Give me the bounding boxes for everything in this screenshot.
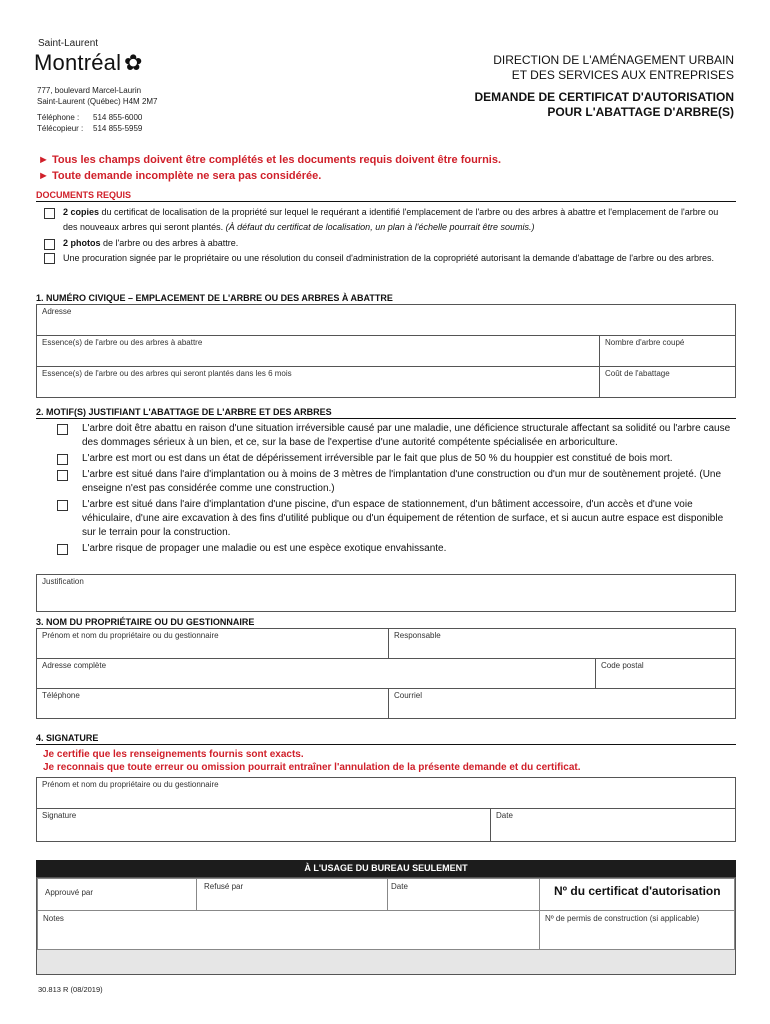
- document-item-procuration: Une procuration signée par le propriétaire ou une résolution du conseil d'administration de la copropriété autorisant la demande d'abattage de l'arbre ou des arbres.: [36, 252, 734, 264]
- refuse-field[interactable]: Refusé par: [196, 878, 388, 911]
- justification-field[interactable]: Justification: [36, 574, 736, 612]
- direction-title: DIRECTION DE L'AMÉNAGEMENT URBAIN ET DES SERVICES AUX ENTREPRISES: [493, 53, 734, 82]
- motif-item: L'arbre est situé dans l'aire d'implantation d'une piscine, d'un espace de stationnement, d'un bâtiment accessoire, d'un accès et d'une voie véhiculaire, d'une aire excavation à des fins d'utilité publique ou d'un équipement de rétention de surface, et si aucun autre espace est disponible sur le terrain pour la construction.: [36, 498, 734, 540]
- cout-abattage-field[interactable]: Coût de l'abattage: [599, 366, 736, 398]
- adresse-field[interactable]: Adresse: [36, 304, 736, 336]
- checkbox-motif-5[interactable]: [57, 544, 68, 555]
- checkbox-motif-3[interactable]: [57, 470, 68, 481]
- warning-notice: ► Tous les champs doivent être complétés et les documents requis doivent être fournis. ► Toute demande incomplète ne sera pas considérée.: [38, 154, 502, 182]
- certification-text: Je certifie que les renseignements fournis sont exacts. Je reconnais que toute erreur ou omission pourrait entraîner l'annulation de la présente demande et du certificat.: [43, 749, 581, 773]
- essence-abattre-field[interactable]: Essence(s) de l'arbre ou des arbres à abattre: [36, 335, 600, 367]
- telephone-field[interactable]: Téléphone: [36, 688, 389, 719]
- office-phone: Téléphone : 514 855-6000 Télécopieur : 514 855-5959: [37, 113, 143, 133]
- flower-logo-icon: ✿: [124, 50, 143, 75]
- logo-montreal: Montréal: [34, 50, 122, 75]
- essence-plantes-field[interactable]: Essence(s) de l'arbre ou des arbres qui seront plantés dans les 6 mois: [36, 366, 600, 398]
- motif-item: L'arbre doit être abattu en raison d'une situation irréversible causé par une maladie, une déficience structurale affectant sa solidité ou l'arbre cause des dommages sérieux à un bien, et ce, sur la base de l'expertise d'une autorité compétente spécialisée en arboriculture.: [36, 422, 734, 450]
- checkbox-copies[interactable]: [44, 208, 55, 219]
- section3-title: 3. NOM DU PROPRIÉTAIRE OU DU GESTIONNAIRE: [36, 616, 736, 629]
- notes-field[interactable]: Notes: [37, 910, 540, 950]
- motif-item: L'arbre est mort ou est dans un état de dépérissement irréversible par le fait que plus de 50 % du houppier est constitué de bois mort.: [36, 452, 734, 466]
- motifs-list: [36, 422, 734, 556]
- checkbox-motif-2[interactable]: [57, 454, 68, 465]
- approuve-field[interactable]: Approuvé par: [37, 878, 197, 911]
- checkbox-motif-1[interactable]: [57, 424, 68, 435]
- signature-field[interactable]: Signature: [36, 808, 491, 842]
- form-code: 30.813 R (08/2019): [38, 985, 103, 994]
- proprietaire-nom-field[interactable]: Prénom et nom du propriétaire ou du gestionnaire: [36, 628, 389, 659]
- office-use-title: À L'USAGE DU BUREAU SEULEMENT: [36, 860, 736, 877]
- motif-item: L'arbre risque de propager une maladie ou est une espèce exotique envahissante.: [36, 542, 734, 556]
- section4-title: 4. SIGNATURE: [36, 732, 736, 745]
- permis-field[interactable]: Nº de permis de construction (si applicable): [539, 910, 735, 950]
- courriel-field[interactable]: Courriel: [388, 688, 736, 719]
- responsable-field[interactable]: Responsable: [388, 628, 736, 659]
- form-title: DEMANDE DE CERTIFICAT D'AUTORISATION POUR L'ABATTAGE D'ARBRE(S): [474, 90, 734, 119]
- document-item-copies: 2 copies du certificat de localisation de la propriété sur lequel le requérant a identifié l'emplacement de l'arbre ou des arbres à abattre et l'emplacement de l'arbre ou des nouveaux arbres qui seront plantés. (À défaut du certificat de localisation, un plan à l'échelle pourrait être soumis.): [36, 205, 734, 235]
- documents-title: DOCUMENTS REQUIS: [36, 189, 736, 202]
- code-postal-field[interactable]: Code postal: [595, 658, 736, 689]
- section2-title: 2. MOTIF(S) JUSTIFIANT L'ABATTAGE DE L'ARBRE ET DES ARBRES: [36, 406, 736, 419]
- section1-title: 1. NUMÉRO CIVIQUE – EMPLACEMENT DE L'ARBRE OU DES ARBRES À ABATTRE: [36, 292, 736, 305]
- office-address: 777, boulevard Marcel-Laurin Saint-Laurent (Québec) H4M 2M7: [37, 86, 158, 106]
- signataire-nom-field[interactable]: Prénom et nom du propriétaire ou du gestionnaire: [36, 777, 736, 809]
- certificat-number-field[interactable]: Nº du certificat d'autorisation: [539, 878, 735, 911]
- motif-item: L'arbre est situé dans l'aire d'implantation ou à moins de 3 mètres de l'implantation d'une construction ou d'un mur de soutènement projeté. (Une enseigne n'est pas considérée comme une construction.): [36, 468, 734, 496]
- nombre-arbre-field[interactable]: Nombre d'arbre coupé: [599, 335, 736, 367]
- document-item-photos: 2 photos de l'arbre ou des arbres à abattre.: [36, 236, 734, 251]
- logo-subtitle: Saint-Laurent: [38, 38, 99, 49]
- office-use-area: [36, 877, 736, 975]
- signature-date-field[interactable]: Date: [490, 808, 736, 842]
- checkbox-photos[interactable]: [44, 239, 55, 250]
- checkbox-motif-4[interactable]: [57, 500, 68, 511]
- office-date-field[interactable]: Date: [387, 878, 540, 911]
- documents-list: [36, 205, 734, 265]
- checkbox-procuration[interactable]: [44, 253, 55, 264]
- adresse-complete-field[interactable]: Adresse complète: [36, 658, 596, 689]
